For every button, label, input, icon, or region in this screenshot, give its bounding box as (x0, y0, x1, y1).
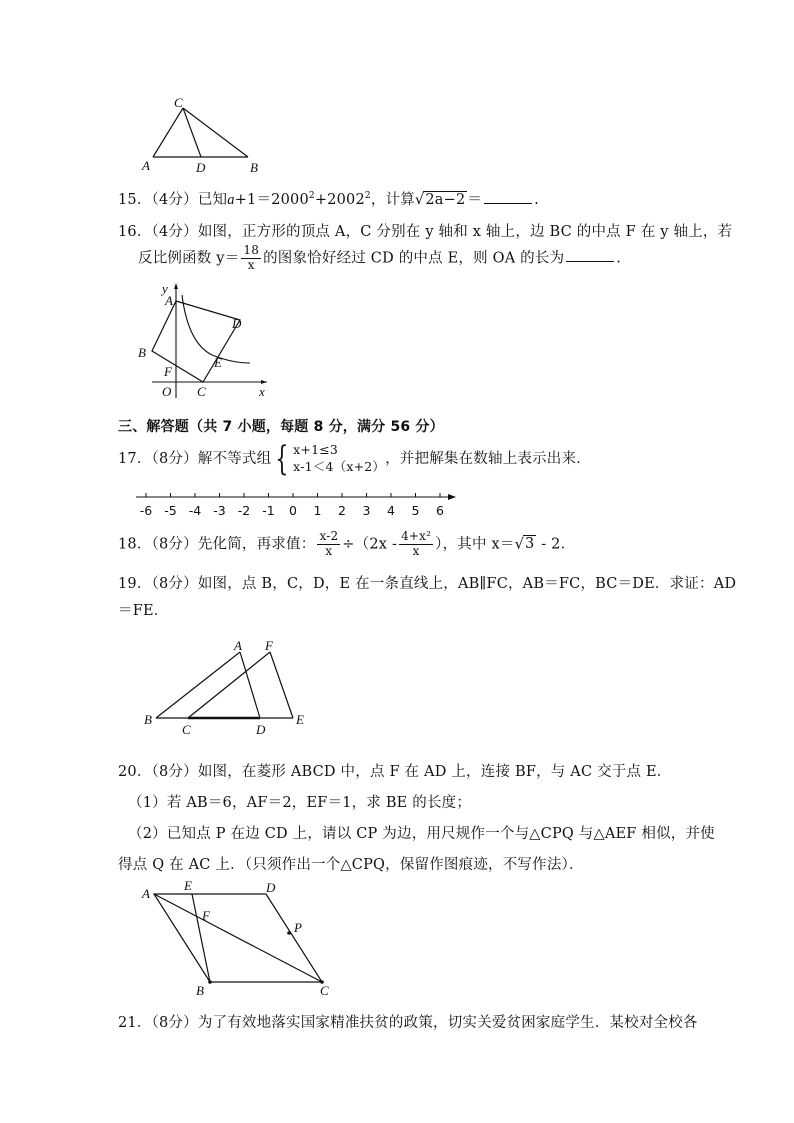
label-B: B (196, 983, 204, 998)
label-E: E (214, 355, 222, 370)
label-D: D (256, 722, 266, 736)
section-heading: 三、解答题（共 7 小题，每题 8 分，满分 56 分） (118, 419, 444, 435)
label-B: B (144, 712, 152, 727)
label-E: E (184, 878, 192, 893)
triangle-figure (138, 94, 268, 174)
label-C: C (182, 722, 191, 736)
tick-label: 1 (313, 503, 322, 518)
question-19-line1: 19．（8分）如图，点 B，C，D，E 在一条直线上，AB∥FC，AB＝FC，BC＝DE．求证：AD (118, 576, 737, 592)
question-19-line2: ＝FE． (118, 603, 169, 619)
label-A: A (142, 886, 150, 901)
fraction-18-over-x: $\frac{18}{x}$ (243, 243, 260, 272)
q21-number: 21．（8分） (118, 1015, 198, 1031)
label-F: F (164, 364, 172, 379)
label-O: O (162, 384, 172, 399)
tick-label: 2 (338, 503, 346, 518)
question-15: 15．（4分）已知$a+1=2000^2+2002^2$，计算√2a−2 ＝ . (118, 191, 539, 208)
question-16-line2: 反比例函数 y＝ $\frac{18}{x}$ 的图象恰好经过 CD 的中点 E，则 OA 的长为 . (138, 243, 622, 272)
fraction-1: $\frac{x-2}{x}$ (319, 529, 339, 558)
question-16-line1: 16．（4分）如图，正方形的顶点 A，C 分别在 y 轴和 x 轴上，边 BC 的中点 F 在 y 轴上，若 (118, 224, 733, 240)
sqrt-sign: √ (414, 192, 425, 208)
rhombus-figure (136, 878, 341, 1000)
label-C: C (174, 95, 183, 110)
sqrt-sign: √ (514, 536, 525, 553)
label-x: x (259, 384, 265, 399)
label-A: A (234, 638, 242, 653)
question-21: 21．（8分）为了有效地落实国家精准扶贫的政策，切实关爱贫困家庭学生．某校对全校各 (118, 1015, 698, 1031)
tick-label: -6 (139, 503, 153, 518)
q19-number: 19．（8分） (118, 576, 198, 592)
inequality-system: x+1≤3 x-1＜4（x+2） (293, 442, 386, 474)
answer-blank (484, 191, 532, 204)
q18-number: 18．（8分） (118, 536, 198, 553)
tick-label: -2 (237, 503, 251, 518)
tick-label: 4 (387, 503, 395, 518)
label-A: A (165, 293, 173, 308)
q17-number: 17．（8分） (118, 451, 198, 467)
square-hyperbola-figure (132, 283, 282, 403)
q15-number: 15．（4分） (118, 192, 198, 208)
tick-label: -1 (262, 503, 275, 518)
question-20-part2-cont: 得点 Q 在 AC 上．（只须作出一个△CPQ，保留作图痕迹，不写作法）． (118, 857, 584, 873)
left-brace: { (275, 439, 289, 479)
question-20-part2: （2）已知点 P 在边 CD 上，请以 CP 为边，用尺规作一个与△CPQ 与△AEF 相似，并使 (128, 826, 715, 842)
radicand: 2a−2 (425, 192, 466, 208)
label-D: D (232, 316, 242, 331)
q16-number: 16．（4分） (118, 224, 198, 240)
tick-label: 0 (289, 503, 297, 518)
question-18: 18．（8分）先化简，再求值： $\frac{x-2}{x}$ ÷（2x - $\frac{\text{4+x²}}{x}$ ），其中 x＝√3 - 2． (118, 529, 576, 558)
label-D: D (196, 160, 206, 174)
label-P: P (294, 920, 302, 935)
label-B: B (138, 345, 146, 360)
label-D: D (266, 880, 276, 895)
label-A: A (142, 158, 150, 173)
tick-label: -5 (164, 503, 177, 518)
fraction-2: $\frac{\text{4+x²}}{x}$ (401, 529, 432, 558)
label-B: B (250, 160, 258, 174)
label-y: y (162, 283, 168, 296)
question-17: 17．（8分）解不等式组 { x+1≤3 x-1＜4（x+2） ，并把解集在数轴上表示出来． (118, 439, 591, 479)
q20-number: 20．（8分） (118, 764, 198, 780)
tick-label: -3 (213, 503, 226, 518)
tick-label: -4 (188, 503, 202, 518)
answer-blank (566, 249, 614, 262)
tick-label: 5 (411, 503, 420, 518)
number-line (132, 487, 462, 521)
question-20-part1: （1）若 AB＝6，AF＝2，EF＝1，求 BE 的长度； (128, 795, 472, 811)
label-E: E (296, 712, 304, 727)
label-C: C (197, 384, 206, 399)
tick-label: 6 (436, 503, 444, 518)
question-20-line1: 20．（8分）如图，在菱形 ABCD 中，点 F 在 AD 上，连接 BF，与 AC 交于点 E． (118, 764, 672, 780)
label-F: F (202, 908, 210, 923)
two-triangles-figure (140, 636, 315, 736)
label-C: C (320, 983, 329, 998)
tick-label: 3 (362, 503, 371, 518)
label-F: F (265, 638, 273, 653)
